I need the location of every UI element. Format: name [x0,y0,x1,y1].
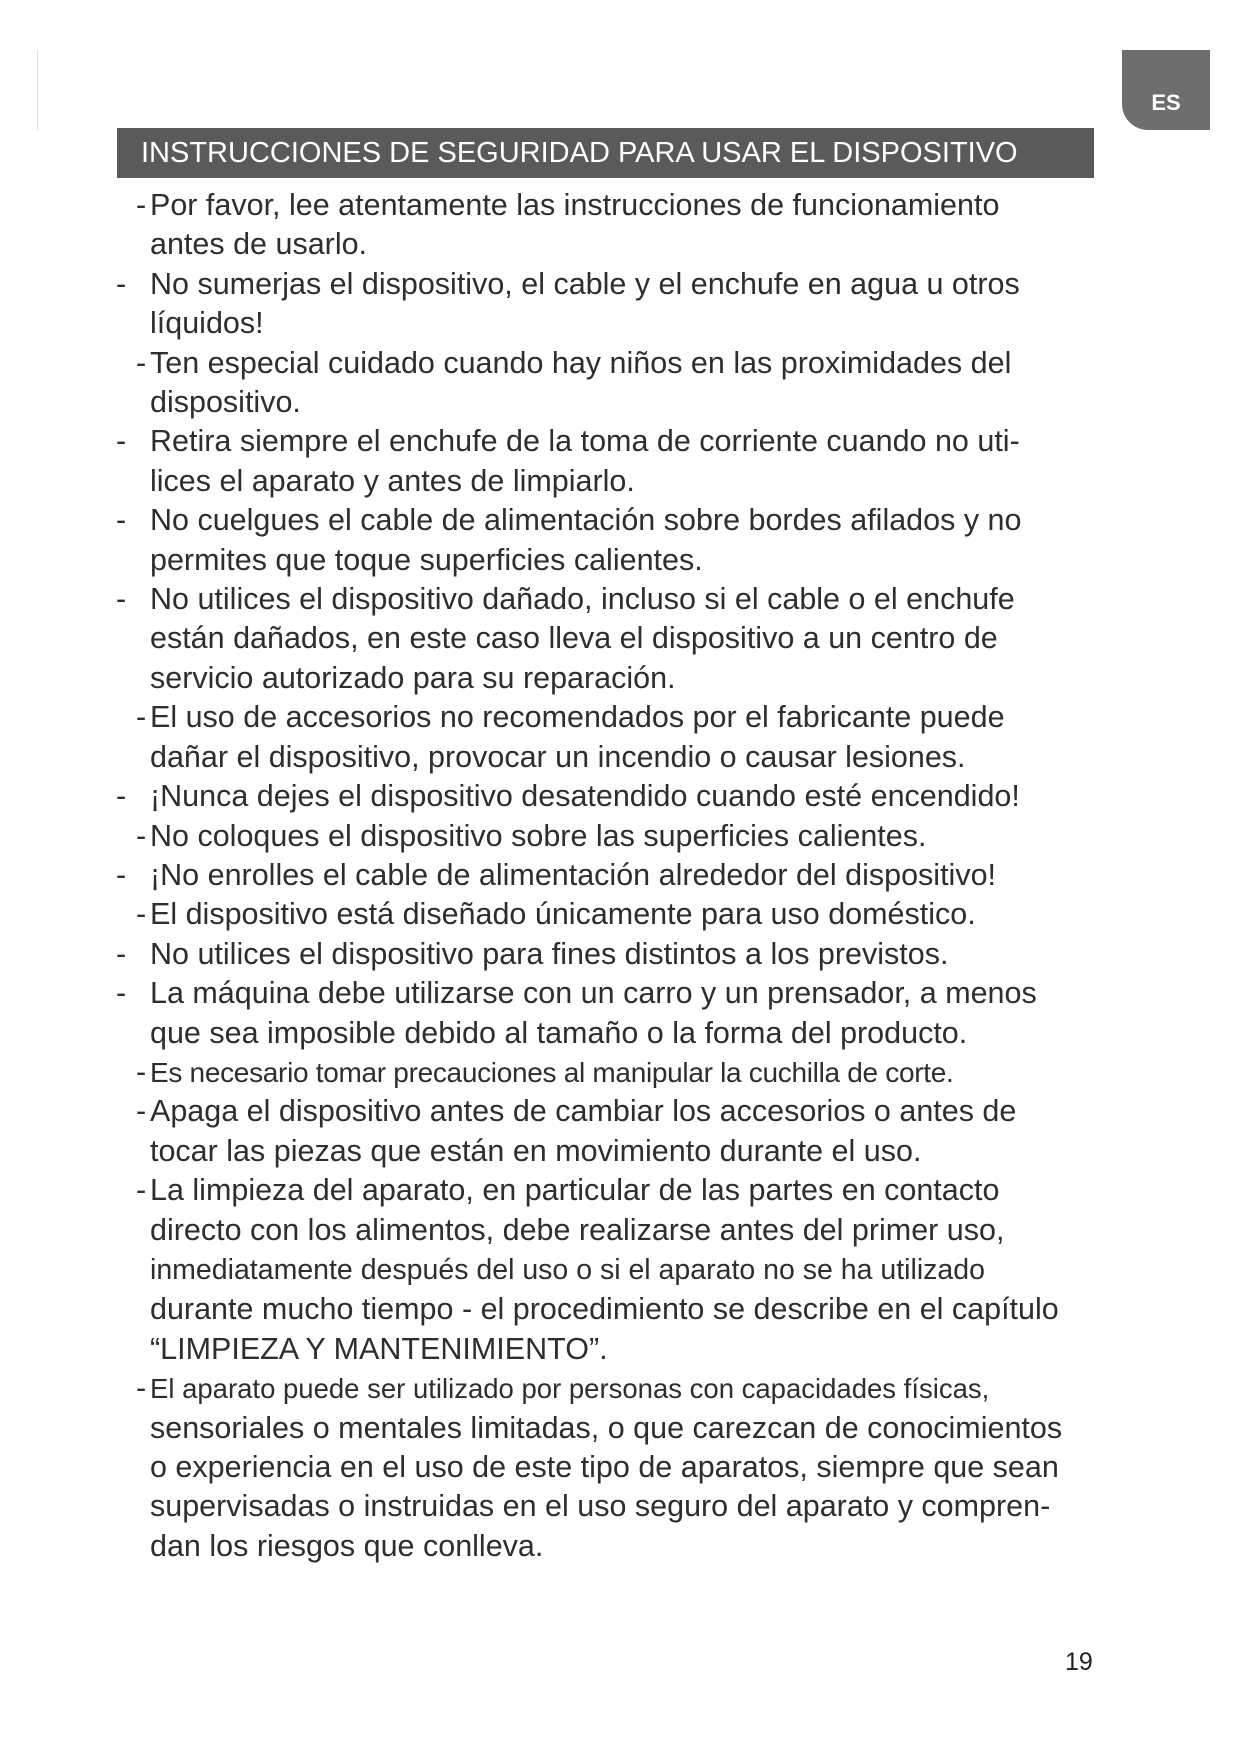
list-item [110,1053,1120,1092]
item-line: dispositivo. [150,385,301,420]
item-line: Ten especial cuidado cuando hay niños en las proximidades del [150,345,1012,380]
item-line: No sumerjas el dispositivo, el cable y el enchufe en agua u otros [150,266,1020,301]
item-line: Es necesario tomar precauciones al manipular la cuchilla de corte. [150,1056,954,1088]
item-line: No utilices el dispositivo dañado, incluso si el cable o el enchufe [150,582,1015,617]
list-item [110,817,1120,856]
list-item [110,974,1120,1053]
item-line: No cuelgues el cable de alimentación sobre bordes afilados y no [150,503,1022,538]
item-line: dan los riesgos que conlleva. [150,1528,544,1563]
item-line: “LIMPIEZA Y MANTENIMIENTO”. [150,1331,608,1366]
list-dash: - [136,345,147,380]
list-dash: - [116,424,127,459]
list-item [110,1369,1120,1566]
item-line: lices el aparato y antes de limpiarlo. [150,463,635,498]
item-line: No coloques el dispositivo sobre las superficies calientes. [150,818,927,853]
item-line: líquidos! [150,306,264,341]
list-dash: - [136,1094,147,1129]
page-number: 19 [1065,1648,1093,1676]
list-item [110,265,1120,344]
item-line: dañar el dispositivo, provocar un incendio o causar lesiones. [150,739,966,774]
language-tab: ES [1122,50,1210,130]
item-line: sensoriales o mentales limitadas, o que carezcan de conocimientos [150,1410,1063,1445]
item-line: ¡Nunca dejes el dispositivo desatendido cuando esté encendido! [150,779,1020,814]
item-line: están dañados, en este caso lleva el dispositivo a un centro de [150,621,998,656]
list-dash: - [136,188,147,222]
list-dash: - [116,779,127,814]
item-line: Por favor, lee atentamente las instrucciones de funcionamiento [150,188,1000,222]
item-line: inmediatamente después del uso o si el aparato no se ha utilizado [150,1253,985,1286]
list-dash: - [136,818,147,853]
list-dash: - [116,976,127,1011]
item-line: Apaga el dispositivo antes de cambiar los accesorios o antes de [150,1094,1017,1129]
list-item [110,856,1120,895]
list-item [110,186,1120,265]
list-dash: - [116,266,127,301]
list-dash: - [116,582,127,617]
list-item [110,1171,1120,1369]
list-dash: - [116,503,127,538]
item-line: directo con los alimentos, debe realizarse antes del primer uso, [150,1212,1005,1247]
item-line: supervisadas o instruidas en el uso seguro del aparato y compren- [150,1489,1051,1524]
item-line: que sea imposible debido al tamaño o la forma del producto. [150,1015,968,1050]
list-dash: - [136,1054,146,1089]
list-item [110,344,1120,423]
item-line: Retira siempre el enchufe de la toma de corriente cuando no uti- [150,424,1020,459]
item-line: permites que toque superficies calientes. [150,542,703,577]
item-line: No utilices el dispositivo para fines distintos a los previstos. [150,936,949,971]
list-dash: - [116,936,127,971]
list-dash: - [116,857,127,892]
item-line: antes de usarlo. [150,227,368,262]
list-item [110,895,1120,934]
item-line: durante mucho tiempo - el procedimiento se describe en el capítulo [150,1292,1059,1327]
list-item [110,935,1120,974]
item-line: o experiencia en el uso de este tipo de aparatos, siempre que sean [150,1450,1059,1484]
list-item [110,422,1120,501]
item-line: ¡No enrolles el cable de alimentación alrededor del dispositivo! [150,857,997,892]
item-line: La limpieza del aparato, en particular de las partes en contacto [150,1173,1000,1208]
item-line: El aparato puede ser utilizado por personas con capacidades físicas, [150,1373,990,1405]
item-line: El dispositivo está diseñado únicamente para uso doméstico. [150,897,976,932]
item-line: servicio autorizado para su reparación. [150,660,676,695]
list-item [110,698,1120,777]
list-dash: - [136,897,147,932]
item-line: tocar las piezas que están en movimiento durante el uso. [150,1133,922,1168]
list-item [110,777,1120,816]
item-line: La máquina debe utilizarse con un carro y un prensador, a menos [150,976,1037,1011]
safety-instructions-list [110,186,1120,1566]
list-dash: - [136,1371,147,1406]
list-dash: - [136,1173,147,1208]
item-line: El uso de accesorios no recomendados por el fabricante puede [150,700,1005,735]
list-item [110,580,1120,698]
list-item [110,501,1120,580]
margin-rule [37,50,38,130]
list-dash: - [136,700,147,735]
list-item [110,1092,1120,1171]
section-header: INSTRUCCIONES DE SEGURIDAD PARA USAR EL DISPOSITIVO [117,128,1094,178]
